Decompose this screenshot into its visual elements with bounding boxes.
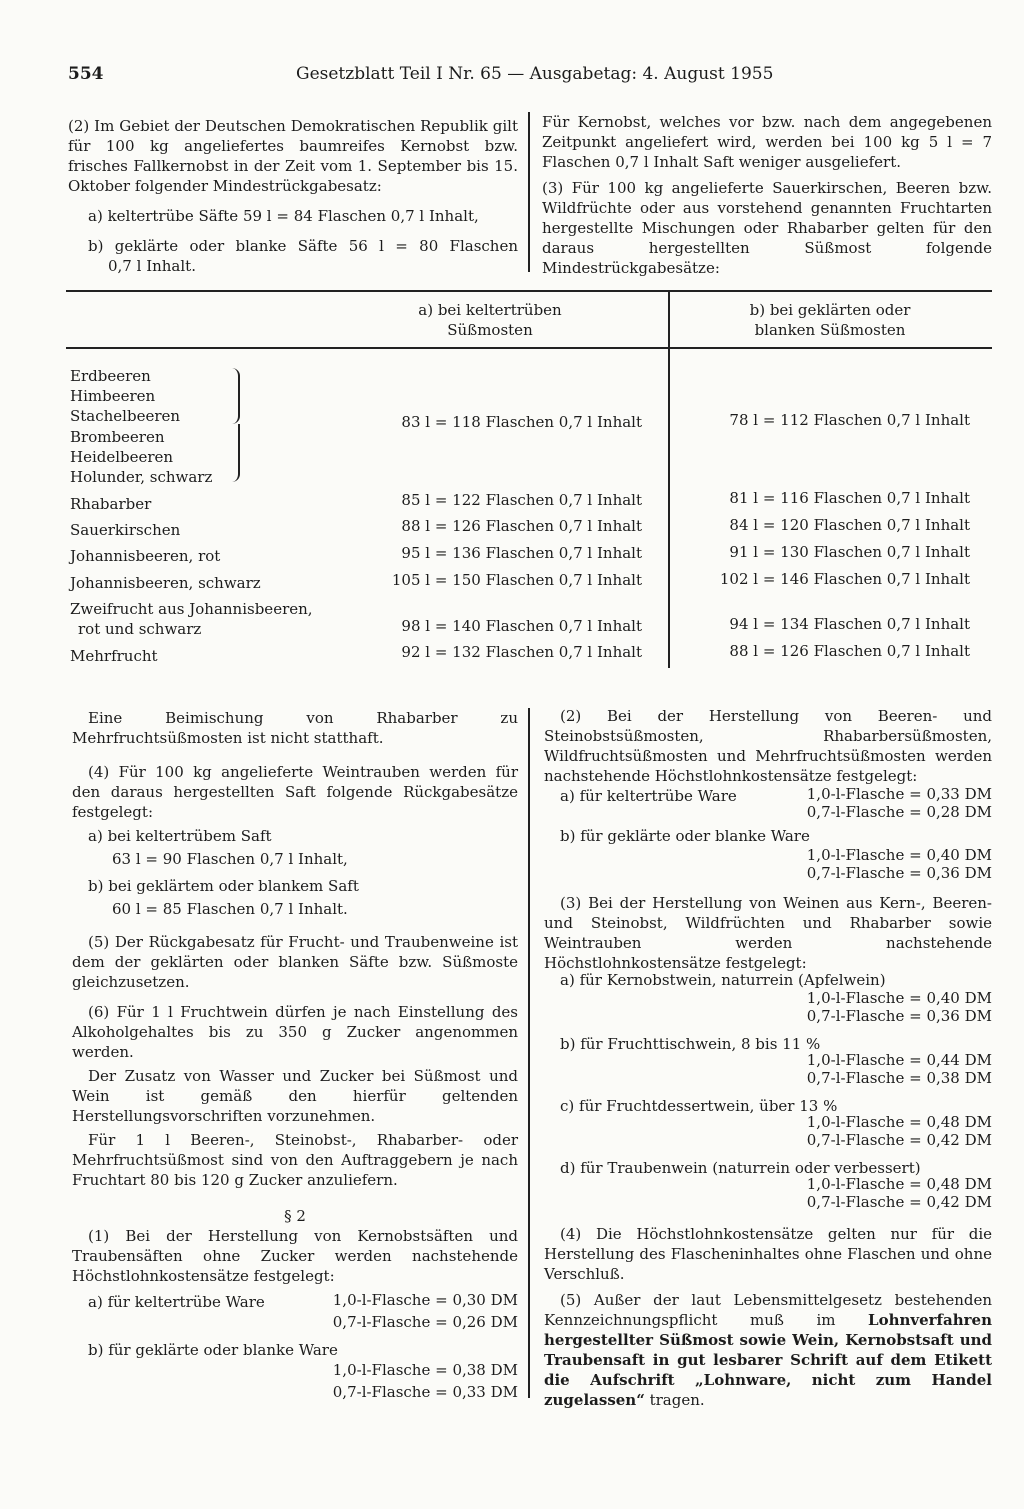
zucker-paragraph: Für 1 l Beeren-, Steinobst-, Rhabarber- oder Mehrfruchtsüßmost sind von den Auftraggebern je nach Fruchtart 80 bis 120 g Zucker anzuliefern. [72, 1131, 518, 1189]
table-cell-b: 94 l = 134 Flaschen 0,7 l Inhalt [729, 615, 970, 633]
table-row-name-cont: rot und schwarz [78, 620, 202, 638]
table-row-name: Zweifrucht aus Johannisbeeren, [70, 600, 313, 618]
right-para-3-item-d-value-1: 1,0-l-Flasche = 0,48 DM [806, 1175, 992, 1193]
table-row-name: Rhabarber [70, 495, 152, 513]
column-divider-bottom [528, 708, 530, 1398]
table-cell-a: 85 l = 122 Flaschen 0,7 l Inhalt [401, 491, 642, 509]
section-2-item-b-value-2: 0,7-l-Flasche = 0,33 DM [332, 1383, 518, 1401]
right-para-5-end: tragen. [644, 1391, 705, 1409]
right-para-3-item-c: c) für Fruchtdessertwein, über 13 % [560, 1097, 838, 1115]
right-para-2-item-a-value-1: 1,0-l-Flasche = 0,33 DM [806, 785, 992, 803]
section-heading: § 2 [284, 1207, 306, 1225]
table-row-name: Johannisbeeren, rot [70, 547, 221, 565]
table-cell-a: 83 l = 118 Flaschen 0,7 l Inhalt [401, 413, 642, 431]
right-para-5-bold: Lohnverfahren hergestellter Süßmost sowie Wein, Kernobstsaft und Traubensaft in gut lesbarer Schrift auf dem Etikett die Aufschrift „Lohnware, nicht zum Handel zugelassen“ [544, 1311, 992, 1409]
right-para-3: (3) Bei der Herstellung von Weinen aus Kern-, Beeren- und Steinobst, Wildfrüchten und Rhabarber sowie Weintrauben werden nachstehende Höchstlohnkostensätze festgelegt: [544, 894, 992, 972]
right-para-3-item-d: d) für Traubenwein (naturrein oder verbessert) [560, 1159, 921, 1177]
right-para-4: (4) Die Höchstlohnkostensätze gelten nur für die Herstellung des Flascheninhaltes ohne Flaschen und ohne Verschluß. [544, 1225, 992, 1283]
page-number: 554 [68, 64, 104, 84]
table-header-rule [66, 347, 992, 349]
table-col-b-header-line1: b) bei geklärten oder [749, 301, 911, 319]
table-cell-a: 88 l = 126 Flaschen 0,7 l Inhalt [401, 517, 642, 535]
group-brace-lower [230, 424, 240, 482]
section-2-item-a: a) für keltertrübe Ware [88, 1293, 265, 1311]
table-row-name: Mehrfrucht [70, 647, 158, 665]
para-5: (5) Der Rückgabesatz für Frucht- und Traubenweine ist dem der geklärten oder blanken Säfte bzw. Süßmoste gleichzusetzen. [72, 933, 518, 991]
right-para-3-item-b: b) für Fruchttischwein, 8 bis 11 % [560, 1035, 821, 1053]
right-para-2-item-a: a) für keltertrübe Ware [560, 787, 737, 805]
right-para-3-item-b-value-2: 0,7-l-Flasche = 0,38 DM [806, 1069, 992, 1087]
table-cell-b: 88 l = 126 Flaschen 0,7 l Inhalt [729, 642, 970, 660]
zusatz-paragraph: Der Zusatz von Wasser und Zucker bei Süßmost und Wein ist gemäß den hierfür geltenden Herstellungsvorschriften vorzunehmen. [72, 1067, 518, 1125]
section-2-item-b-value-1: 1,0-l-Flasche = 0,38 DM [332, 1361, 518, 1379]
para-4: (4) Für 100 kg angelieferte Weintrauben werden für den daraus hergestellten Saft folgende Rückgabesätze festgelegt: [72, 763, 518, 821]
table-top-rule [66, 290, 992, 292]
right-para-2-item-b-value-1: 1,0-l-Flasche = 0,40 DM [806, 846, 992, 864]
right-para-3-item-a-value-1: 1,0-l-Flasche = 0,40 DM [806, 989, 992, 1007]
section-2-para-1: (1) Bei der Herstellung von Kernobstsäften und Traubensäften ohne Zucker werden nachstehende Höchstlohnkostensätze festgelegt: [72, 1227, 518, 1285]
page-header-title: Gesetzblatt Teil I Nr. 65 — Ausgabetag: 4. August 1955 [296, 64, 774, 84]
para-4-item-a-value: 63 l = 90 Flaschen 0,7 l Inhalt, [112, 850, 348, 868]
table-col-a-header-line2: Süßmosten [447, 321, 533, 339]
right-para-3-item-a-value-2: 0,7-l-Flasche = 0,36 DM [806, 1007, 992, 1025]
top-left-item-b1: b) geklärte oder blanke Säfte 56 l = 80 Flaschen [88, 237, 518, 255]
table-cell-a: 105 l = 150 Flaschen 0,7 l Inhalt [391, 571, 642, 589]
para-6: (6) Für 1 l Fruchtwein dürfen je nach Einstellung des Alkoholgehaltes bis zu 350 g Zucker angenommen werden. [72, 1003, 518, 1061]
group-brace-upper [230, 368, 240, 424]
right-para-3-item-c-value-1: 1,0-l-Flasche = 0,48 DM [806, 1113, 992, 1131]
top-left-para-2: (2) Im Gebiet der Deutschen Demokratischen Republik gilt für 100 kg angeliefertes baumreifes Kernobst bzw. frisches Fallkernobst in der Zeit vom 1. September bis 15. Oktober folgender Mindestrückgabesatz: [68, 117, 518, 195]
top-left-item-a: a) keltertrübe Säfte 59 l = 84 Flaschen 0,7 l Inhalt, [88, 207, 479, 225]
section-2-item-a-value-1: 1,0-l-Flasche = 0,30 DM [332, 1291, 518, 1309]
table-row-name: Holunder, schwarz [70, 468, 213, 486]
column-divider-top [528, 112, 530, 272]
right-para-3-item-c-value-2: 0,7-l-Flasche = 0,42 DM [806, 1131, 992, 1149]
right-para-2-item-a-value-2: 0,7-l-Flasche = 0,28 DM [806, 803, 992, 821]
right-para-2: (2) Bei der Herstellung von Beeren- und Steinobstsüßmosten, Rhabarbersüßmosten, Wildfruchtsüßmosten und Mehrfruchtsüßmosten werden nachstehende Höchstlohnkostensätze festgelegt: [544, 707, 992, 785]
right-para-2-item-b-value-2: 0,7-l-Flasche = 0,36 DM [806, 864, 992, 882]
table-cell-b: 81 l = 116 Flaschen 0,7 l Inhalt [729, 489, 970, 507]
table-row-name: Heidelbeeren [70, 448, 174, 466]
table-row-name: Brombeeren [70, 428, 165, 446]
para-4-item-b-value: 60 l = 85 Flaschen 0,7 l Inhalt. [112, 900, 348, 918]
table-cell-a: 92 l = 132 Flaschen 0,7 l Inhalt [401, 643, 642, 661]
beimischung-paragraph: Eine Beimischung von Rhabarber zu Mehrfruchtsüßmosten ist nicht statthaft. [72, 709, 518, 747]
table-row-name: Himbeeren [70, 387, 156, 405]
section-2-item-a-value-2: 0,7-l-Flasche = 0,26 DM [332, 1313, 518, 1331]
table-col-a-header-line1: a) bei keltertrüben [418, 301, 562, 319]
table-cell-b: 78 l = 112 Flaschen 0,7 l Inhalt [729, 411, 970, 429]
section-2-item-b: b) für geklärte oder blanke Ware [88, 1341, 338, 1359]
table-row-name: Stachelbeeren [70, 407, 181, 425]
top-right-para-3: (3) Für 100 kg angelieferte Sauerkirschen, Beeren bzw. Wildfrüchte oder aus vorstehend genannten Fruchtarten hergestellte Mischungen oder Rhabarber gelten für den daraus hergestellten Süßmost folgende Mindestrückgabesätze: [542, 179, 992, 277]
right-para-5-start: (5) Außer der laut Lebensmittelgesetz bestehenden Kennzeichnungspflicht muß im [544, 1291, 992, 1329]
right-para-2-item-b: b) für geklärte oder blanke Ware [560, 827, 810, 845]
table-row-name: Sauerkirschen [70, 521, 181, 539]
right-para-5 [544, 1290, 992, 1410]
top-right-para-1: Für Kernobst, welches vor bzw. nach dem angegebenen Zeitpunkt angeliefert wird, werden bei 100 kg 5 l = 7 Flaschen 0,7 l Inhalt Saft weniger ausgeliefert. [542, 113, 992, 171]
table-cell-b: 84 l = 120 Flaschen 0,7 l Inhalt [729, 516, 970, 534]
para-4-item-b: b) bei geklärtem oder blankem Saft [88, 877, 359, 895]
right-para-3-item-b-value-1: 1,0-l-Flasche = 0,44 DM [806, 1051, 992, 1069]
table-cell-a: 95 l = 136 Flaschen 0,7 l Inhalt [401, 544, 642, 562]
table-col-b-header-line2: blanken Süßmosten [754, 321, 906, 339]
table-cell-a: 98 l = 140 Flaschen 0,7 l Inhalt [401, 617, 642, 635]
para-4-item-a: a) bei keltertrübem Saft [88, 827, 272, 845]
table-column-divider [668, 292, 670, 668]
right-para-3-item-d-value-2: 0,7-l-Flasche = 0,42 DM [806, 1193, 992, 1211]
top-left-item-b2: 0,7 l Inhalt. [108, 257, 196, 275]
table-row-name: Johannisbeeren, schwarz [70, 574, 261, 592]
table-cell-b: 102 l = 146 Flaschen 0,7 l Inhalt [719, 570, 970, 588]
table-cell-b: 91 l = 130 Flaschen 0,7 l Inhalt [729, 543, 970, 561]
table-row-name: Erdbeeren [70, 367, 151, 385]
right-para-3-item-a: a) für Kernobstwein, naturrein (Apfelwein) [560, 971, 886, 989]
